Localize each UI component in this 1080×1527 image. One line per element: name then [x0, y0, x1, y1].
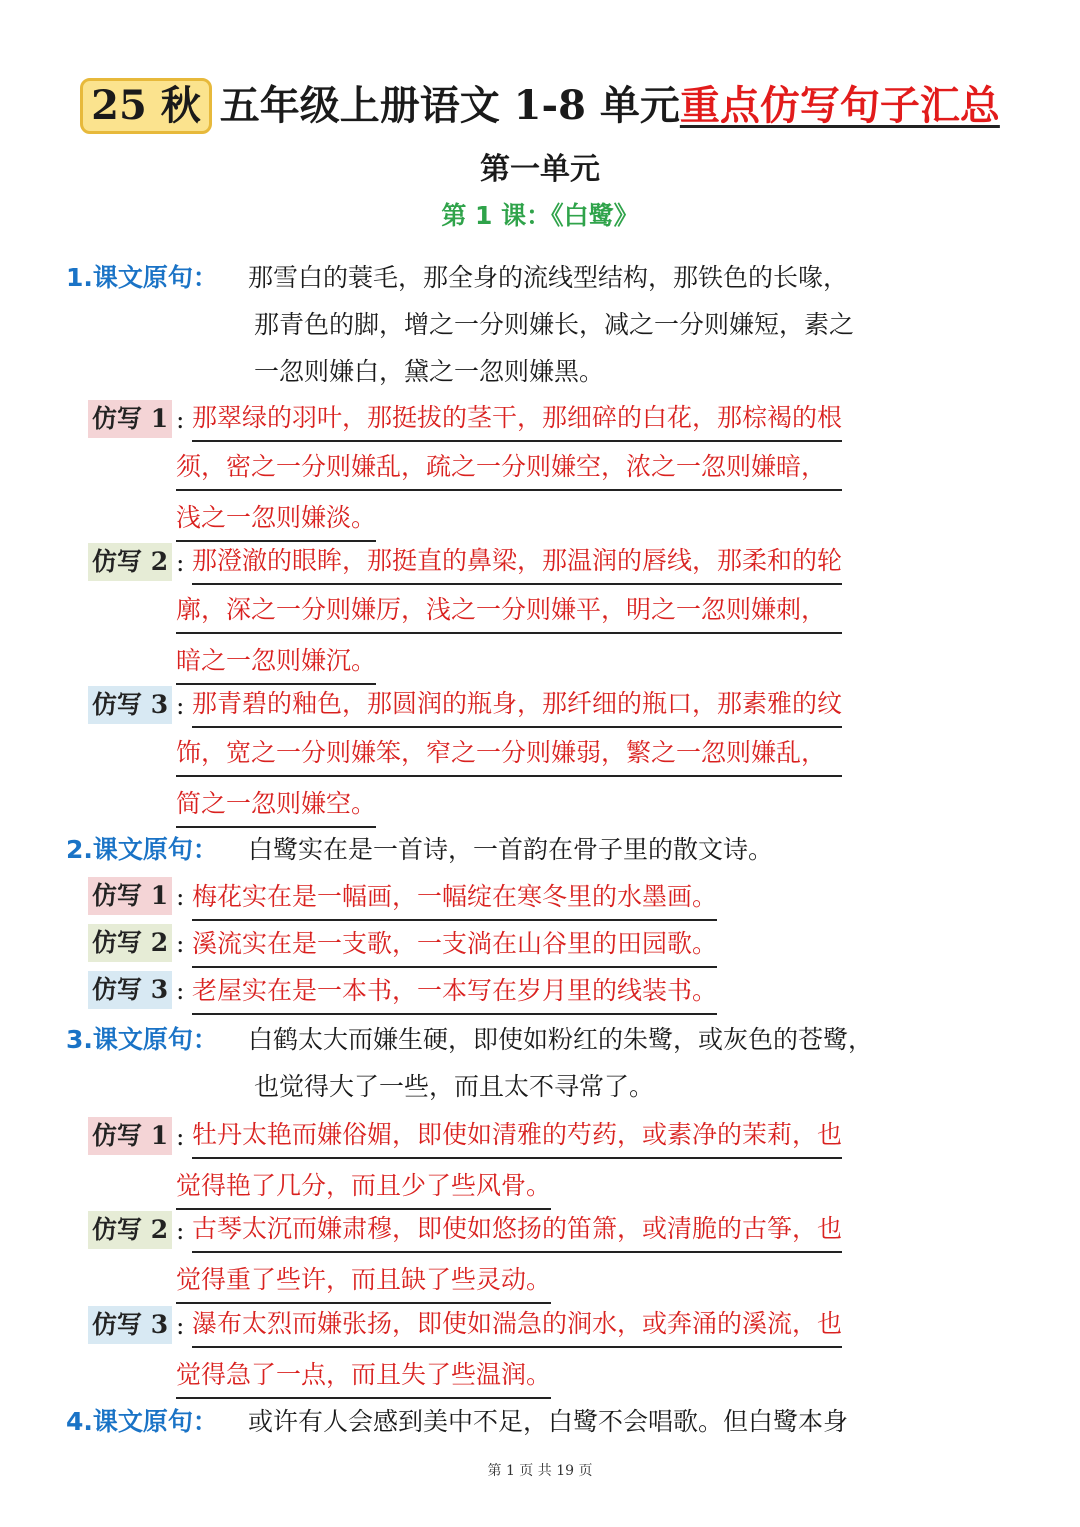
original-label: 4.课文原句： [66, 1407, 218, 1436]
imitation-text: 溪流实在是一支歌，一支淌在山谷里的田园歌。 [192, 920, 717, 971]
imitation-tag: 仿写 3 [88, 971, 172, 1009]
original-label: 1.课文原句： [66, 263, 218, 292]
imitation-tag: 仿写 1 [88, 877, 172, 915]
document-title [0, 78, 1080, 134]
imitation-text: 牡丹太艳而嫌俗媚，即使如清雅的芍药，或素净的茉莉，也 觉得艳了几分，而且少了些风骨。 [192, 1113, 842, 1213]
original-sentence-2 [66, 826, 1016, 873]
imitation-tag: 仿写 1 [88, 1117, 172, 1155]
original-text: 白鹤太大而嫌生硬，即使如粉红的朱鹭，或灰色的苍鹭， 也觉得大了一些，而且太不寻常了。 [248, 1025, 874, 1101]
title-highlight: 重点仿写句子汇总 [679, 82, 1000, 129]
imitation-text: 那翠绿的羽叶，那挺拔的茎干，那细碎的白花，那棕褐的根 须，密之一分则嫌乱，疏之一分则嫌空，浓之一忽则嫌暗， 浅之一忽则嫌淡。 [192, 396, 842, 545]
page-footer: 第 1 页 共 19 页 [487, 1463, 593, 1479]
original-text: 或许有人会感到美中不足，白鹭不会唱歌。但白鹭本身 [248, 1407, 849, 1436]
original-sentence-1 [66, 254, 1016, 395]
semester-badge: 25 秋 [80, 78, 212, 134]
title-main: 五年级上册语文 1-8 单元 [219, 82, 680, 129]
imitation-tag: 仿写 2 [88, 1211, 172, 1249]
original-label: 2.课文原句： [66, 835, 218, 864]
original-sentence-3 [66, 1016, 1016, 1110]
imitation-text: 那青碧的釉色，那圆润的瓶身，那纤细的瓶口，那素雅的纹 饰，宽之一分则嫌笨，窄之一分则嫌弱，繁之一忽则嫌乱， 简之一忽则嫌空。 [192, 682, 842, 831]
imitation-tag: 仿写 1 [88, 400, 172, 438]
imitation-tag: 仿写 3 [88, 686, 172, 724]
imitation-tag: 仿写 2 [88, 543, 172, 581]
original-label: 3.课文原句： [66, 1025, 218, 1054]
imitation-text: 那澄澈的眼眸，那挺直的鼻梁，那温润的唇线，那柔和的轮 廓，深之一分则嫌厉，浅之一分则嫌平，明之一忽则嫌刺， 暗之一忽则嫌沉。 [192, 539, 842, 688]
original-text: 那雪白的蓑毛，那全身的流线型结构，那铁色的长喙， 那青色的脚，增之一分则嫌长，减之一分则嫌短，素之 一忽则嫌白，黛之一忽则嫌黑。 [248, 263, 855, 386]
imitation-tag: 仿写 3 [88, 1306, 172, 1344]
imitation-text: 梅花实在是一幅画，一幅绽在寒冬里的水墨画。 [192, 873, 717, 924]
imitation-text: 古琴太沉而嫌肃穆，即使如悠扬的笛箫，或清脆的古筝，也 觉得重了些许，而且缺了些灵动。 [192, 1207, 842, 1307]
lesson-title: 第 1 课：《白鹭》 [441, 201, 639, 230]
unit-title: 第一单元 [480, 152, 600, 187]
imitation-text: 老屋实在是一本书，一本写在岁月里的线装书。 [192, 967, 717, 1018]
imitation-text: 瀑布太烈而嫌张扬，即使如湍急的涧水，或奔涌的溪流，也 觉得急了一点，而且失了些温润。 [192, 1302, 842, 1402]
original-text: 白鹭实在是一首诗，一首韵在骨子里的散文诗。 [248, 835, 774, 864]
original-sentence-4 [66, 1398, 1016, 1445]
imitation-tag: 仿写 2 [88, 924, 172, 962]
